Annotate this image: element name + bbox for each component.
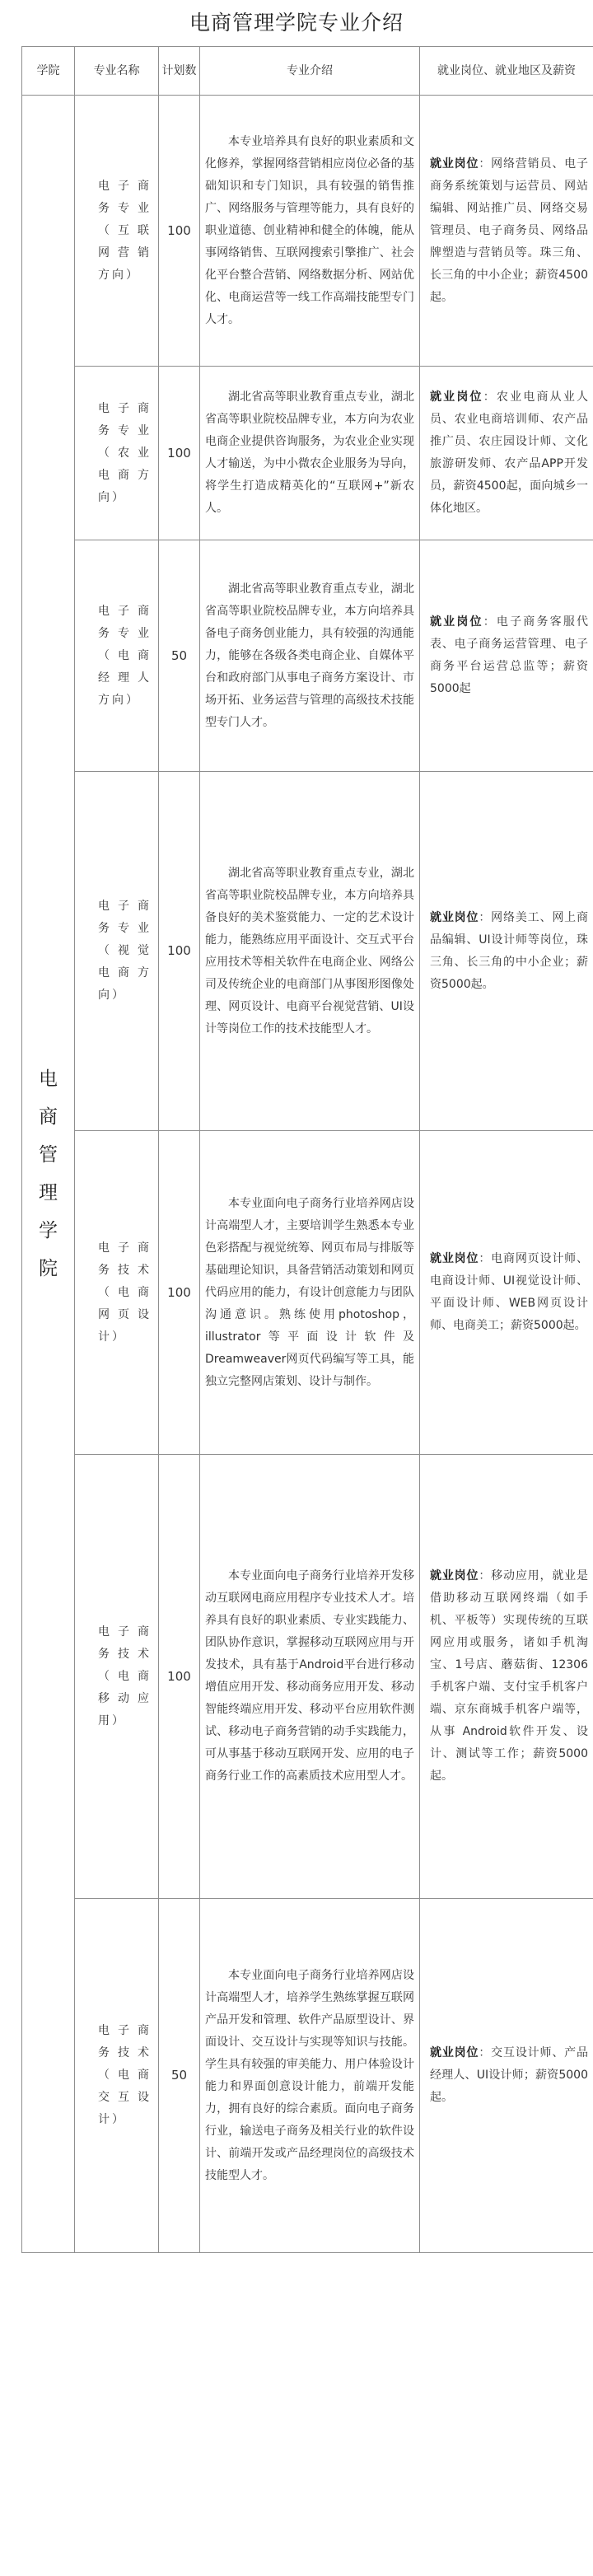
major-intro: 湖北省高等职业教育重点专业，湖北省高等职业院校品牌专业，本方向培养具备电子商务创业能力，具有较强的沟通能力，能够在各级各类电商企业、自媒体平台和政府部门从事电子商务方案设计、市场开拓、业务运营与管理的高级技术技能型专门人才。 — [200, 540, 420, 772]
plan-count: 100 — [159, 96, 200, 367]
table-row — [22, 540, 593, 772]
table-row — [22, 1899, 593, 2253]
major-intro: 湖北省高等职业教育重点专业，湖北省高等职业院校品牌专业，本方向培养具备良好的美术鉴赏能力、一定的艺术设计能力，能熟练应用平面设计、交互式平台应用技术等相关软件在电商企业、网络公司及传统企业的电商部门从事图形图像处理、网页设计、电商平台视觉营销、UI设计等岗位工作的技术技能型人才。 — [200, 772, 420, 1131]
plan-count: 50 — [159, 1899, 200, 2253]
jobs-label: 就业岗位 — [430, 910, 479, 924]
major-name: 电子商务技术（电商移动应用） — [75, 1455, 159, 1899]
major-jobs: 就业岗位：移动应用，就业是借助移动互联网终端（如手机、平板等）实现传统的互联网应用或服务，诸如手机淘宝、1号店、蘑菇街、12306手机客户端、支付宝手机客户端、京东商城手机客户端等，从事 Android软件开发、设计、测试等工作；薪资5000起。 — [420, 1455, 593, 1899]
table-row — [22, 1131, 593, 1455]
major-intro: 本专业面向电子商务行业培养网店设计高端型人才，主要培训学生熟悉本专业色彩搭配与视觉统筹、网页布局与排版等基础理论知识，具备营销活动策划和网页代码应用的能力，有设计创意能力与团队沟通意识。熟练使用photoshop，illustrator等平面设计软件及Dreamweaver网页代码编写等工具，能独立完整网店策划、设计与制作。 — [200, 1131, 420, 1455]
major-intro: 本专业面向电子商务行业培养开发移动互联网电商应用程序专业技术人才。培养具有良好的职业素质、专业实践能力、团队协作意识，掌握移动互联网应用与开发技术，具有基于Android平台进行移动增值应用开发、移动商务应用开发、移动智能终端应用开发、移动平台应用软件测试、移动电子商务营销的动手实践能力，可从事基于移动互联网开发、应用的电子商务行业工作的高素质技术应用型人才。 — [200, 1455, 420, 1899]
jobs-label: 就业岗位 — [430, 157, 479, 171]
major-intro: 湖北省高等职业教育重点专业，湖北省高等职业院校品牌专业，本方向为农业电商企业提供咨询服务，为农业企业实现人才输送，为中小微农企业服务为导向，将学生打造成精英化的“互联网+”新农人。 — [200, 367, 420, 540]
table-row — [22, 772, 593, 1131]
majors-table — [21, 46, 593, 2253]
header-row — [22, 47, 593, 96]
major-jobs: 就业岗位：电商网页设计师、电商设计师、UI视觉设计师、平面设计师、WEB网页设计师、电商美工；薪资5000起。 — [420, 1131, 593, 1455]
major-jobs: 就业岗位：交互设计师、产品经理人、UI设计师；薪资5000起。 — [420, 1899, 593, 2253]
table-row — [22, 367, 593, 540]
major-intro: 本专业培养具有良好的职业素质和文化修养，掌握网络营销相应岗位必备的基础知识和专门知识，具有较强的销售推广、网络服务与管理等能力，具有良好的职业道德、创业精神和健全的体魄，能从事网络销售、互联网搜索引擎推广、社会化平台整合营销、网络数据分析、网站优化、电商运营等一线工作高端技能型专门人才。 — [200, 96, 420, 367]
college-name: 电商管理学院 — [39, 1068, 58, 1279]
plan-count: 100 — [159, 367, 200, 540]
jobs-label: 就业岗位 — [430, 615, 483, 629]
plan-count: 50 — [159, 540, 200, 772]
major-jobs: 就业岗位：电子商务客服代表、电子商务运营管理、电子商务平台运营总监等；薪资5000起 — [420, 540, 593, 772]
header-intro: 专业介绍 — [200, 47, 420, 96]
major-name: 电子商务专业（视觉电商方向） — [75, 772, 159, 1131]
jobs-label: 就业岗位 — [430, 1569, 479, 1583]
jobs-label: 就业岗位 — [430, 390, 483, 404]
major-name: 电子商务专业（电商经理人方向） — [75, 540, 159, 772]
header-plan: 计划数 — [159, 47, 200, 96]
page-title: 电商管理学院专业介绍 — [189, 11, 404, 35]
plan-count: 100 — [159, 1131, 200, 1455]
major-jobs: 就业岗位：网络营销员、电子商务系统策划与运营员、网站编辑、网站推广员、网络交易管理员、电子商务员、网络品牌塑造与营销员等。珠三角、长三角的中小企业；薪资4500起。 — [420, 96, 593, 367]
page-footer-space — [0, 2253, 593, 2377]
major-jobs: 就业岗位：农业电商从业人员、农业电商培训师、农产品推广员、农庄园设计师、文化旅游研发师、农产品APP开发员，薪资4500起，面向城乡一体化地区。 — [420, 367, 593, 540]
major-name: 电子商务专业（互联网营销方向） — [75, 96, 159, 367]
header-major: 专业名称 — [75, 47, 159, 96]
major-name: 电子商务技术（电商网页设计） — [75, 1131, 159, 1455]
major-intro: 本专业面向电子商务行业培养网店设计高端型人才，培养学生熟练掌握互联网产品开发和管理、软件产品原型设计、界面设计、交互设计与实现等知识与技能。学生具有较强的审美能力、用户体验设计能力和界面创意设计能力，前端开发能力，拥有良好的综合素质。面向电子商务行业，输送电子商务及相关行业的软件设计、前端开发或产品经理岗位的高级技术技能型人才。 — [200, 1899, 420, 2253]
college-cell — [22, 96, 75, 2253]
header-jobs: 就业岗位、就业地区及薪资 — [420, 47, 593, 96]
plan-count: 100 — [159, 772, 200, 1131]
header-college: 学院 — [22, 47, 75, 96]
table-row — [22, 1455, 593, 1899]
table-row — [22, 96, 593, 367]
plan-count: 100 — [159, 1455, 200, 1899]
major-name: 电子商务专业（农业电商方向） — [75, 367, 159, 540]
jobs-label: 就业岗位 — [430, 1252, 479, 1265]
jobs-label: 就业岗位 — [430, 2046, 479, 2059]
major-jobs: 就业岗位：网络美工、网上商品编辑、UI设计师等岗位，珠三角、长三角的中小企业；薪资5000起。 — [420, 772, 593, 1131]
major-name: 电子商务技术（电商交互设计） — [75, 1899, 159, 2253]
